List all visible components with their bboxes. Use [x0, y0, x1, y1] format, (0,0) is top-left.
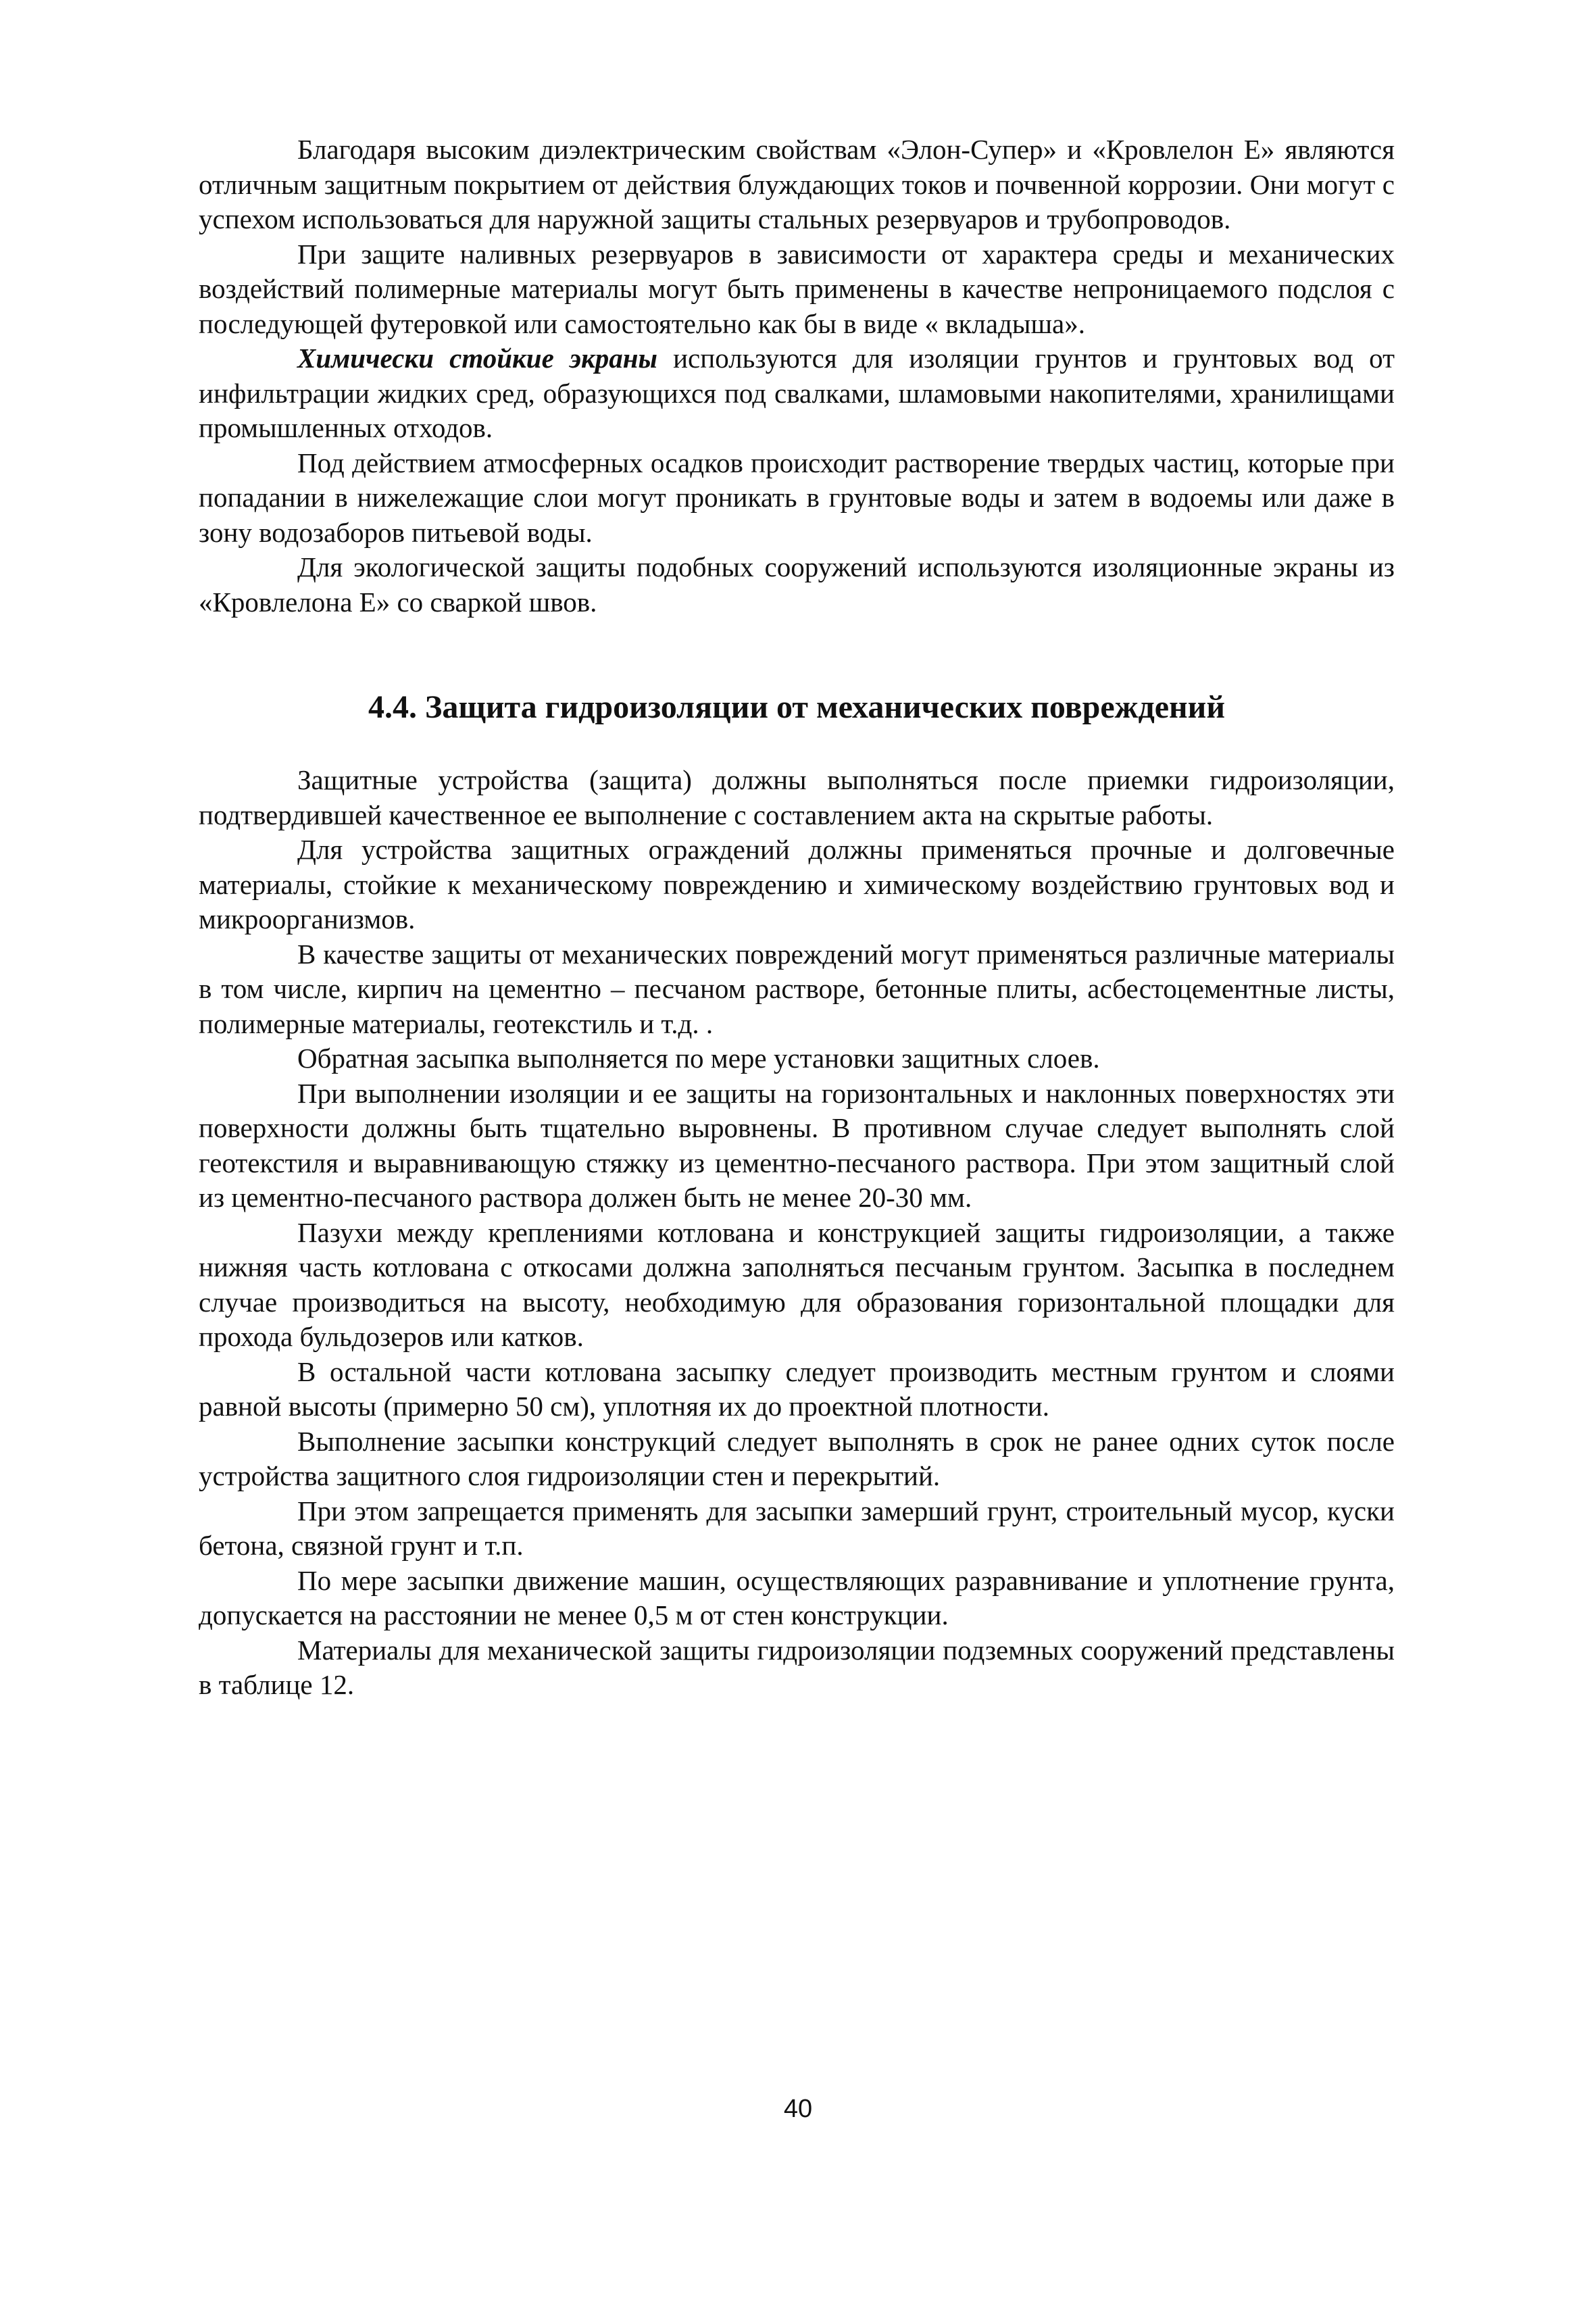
- paragraph-pit-sinuses: Пазухи между креплениями котлована и конструкцией защиты гидроизоляции, а также нижняя часть котлована с откосами должна заполняться песчаным грунтом. Засыпка в последнем случае производиться на высоту, необходимую для образования горизонтальной площадки для прохода бульдозеров или катков.: [199, 1216, 1395, 1352]
- paragraph-chemical-screens-text: используются для изоляции грунтов и грунтовых вод от инфильтрации жидких сред, образующихся под свалками, шламовыми накопителями, хранилищами промышленных отходов.: [199, 343, 1395, 443]
- paragraph-horizontal-surfaces: При выполнении изоляции и ее защиты на горизонтальных и наклонных поверхностях эти поверхности должны быть тщательно выровнены. В противном случае следует выполнять слой геотекстиля и выравнивающую стяжку из цементно-песчаного раствора. При этом защитный слой из цементно-песчаного раствора должен быть не менее 20-30 мм.: [199, 1077, 1395, 1213]
- term-chemical-screens: Химически стойкие экраны: [297, 343, 657, 374]
- paragraph-prohibited-materials: При этом запрещается применять для засыпки замерший грунт, строительный мусор, куски бетона, связной грунт и т.п.: [199, 1495, 1395, 1561]
- paragraph-mechanical-damage-protection: В качестве защиты от механических повреждений могут применяться различные материалы в том числе, кирпич на цементно – песчаном растворе, бетонные плиты, асбестоцементные листы, полимерные материалы, геотекстиль и т.д. .: [199, 938, 1395, 1039]
- paragraph-local-soil: В остальной части котлована засыпку следует производить местным грунтом и слоями равной высоты (примерно 50 см), уплотняя их до проектной плотности.: [199, 1355, 1395, 1422]
- paragraph-backfill: Обратная засыпка выполняется по мере установки защитных слоев.: [297, 1043, 1100, 1074]
- paragraph-protective-devices: Защитные устройства (защита) должны выполняться после приемки гидроизоляции, подтвердившей качественное ее выполнение с составлением акта на скрытые работы.: [199, 764, 1395, 830]
- page-number: 40: [783, 2095, 813, 2123]
- paragraph-ecological-protection: Для экологической защиты подобных сооружений используются изоляционные экраны из «Кровлелона Е» со сваркой швов.: [199, 551, 1395, 618]
- paragraph-machine-movement: По мере засыпки движение машин, осуществляющих разравнивание и уплотнение грунта, допускается на расстоянии не менее 0,5 м от стен конструкции.: [199, 1564, 1395, 1631]
- paragraph-protective-materials: Для устройства защитных ограждений должны применяться прочные и долговечные материалы, стойкие к механическому повреждению и химическому воздействию грунтовых вод и микроорганизмов.: [199, 834, 1395, 935]
- paragraph-precipitation: Под действием атмосферных осадков происходит растворение твердых частиц, которые при попадании в нижележащие слои могут проникать в грунтовые воды и затем в водоемы или даже в зону водозаборов питьевой воды.: [199, 447, 1395, 548]
- section-heading: 4.4. Защита гидроизоляции от механических повреждений: [368, 689, 1225, 725]
- section-body: [199, 763, 1395, 1703]
- paragraph-tank-protection: При защите наливных резервуаров в зависимости от характера среды и механических воздействий полимерные материалы могут быть применены в качестве непроницаемого подслоя с последующей футеровкой или самостоятельно как бы в виде « вкладыша».: [199, 238, 1395, 339]
- paragraph-backfill-timing: Выполнение засыпки конструкций следует выполнять в срок не ранее одних суток после устройства защитного слоя гидроизоляции стен и перекрытий.: [199, 1425, 1395, 1491]
- paragraph-table-reference: Материалы для механической защиты гидроизоляции подземных сооружений представлены в таблице 12.: [199, 1634, 1395, 1700]
- paragraph-chemical-screens: [199, 341, 1395, 446]
- paragraph-dielectric-properties: Благодаря высоким диэлектрическим свойствам «Элон-Супер» и «Кровлелон Е» являются отличным защитным покрытием от действия блуждающих токов и почвенной коррозии. Они могут с успехом использоваться для наружной защиты стальных резервуаров и трубопроводов.: [199, 134, 1395, 234]
- page-body: [199, 132, 1395, 1703]
